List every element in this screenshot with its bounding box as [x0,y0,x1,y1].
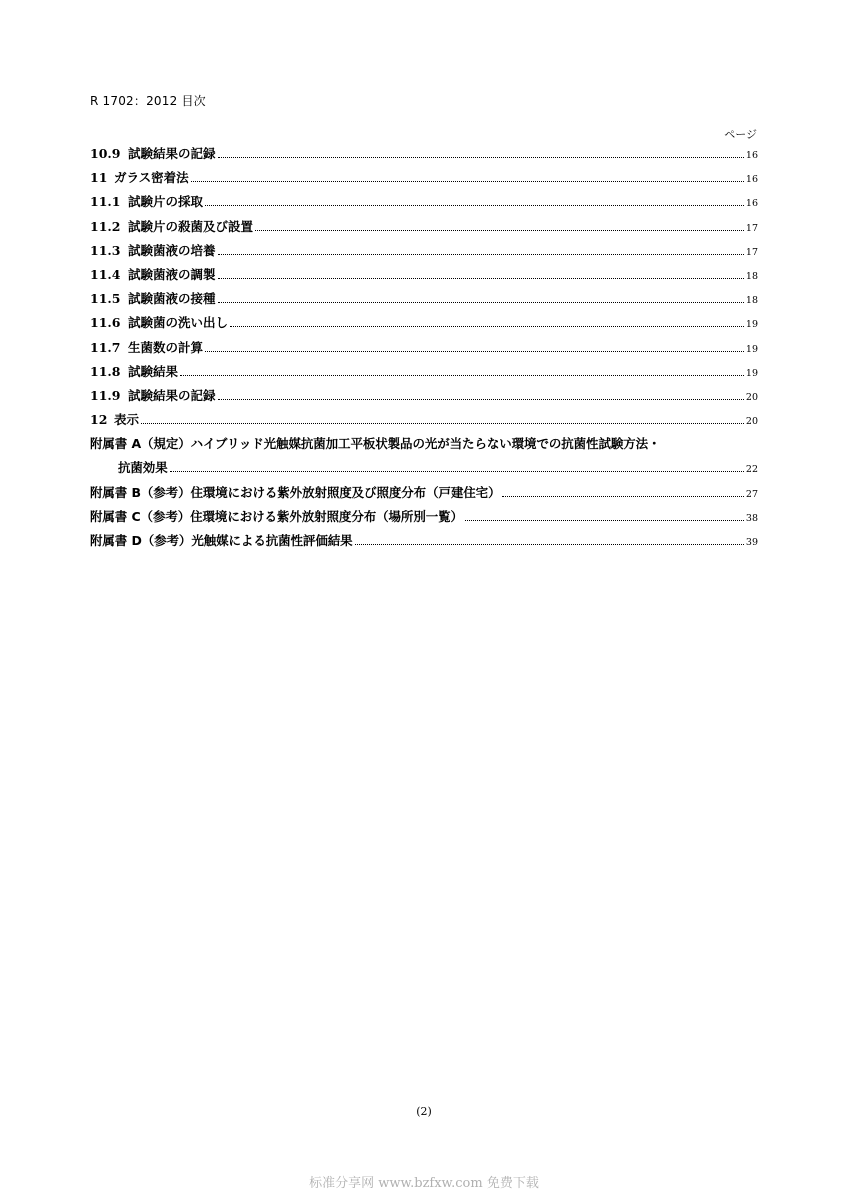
page-column-label: ページ [724,128,757,141]
toc-number: 12 [90,412,108,428]
dot-leader [230,318,744,328]
toc-page: 20 [745,391,758,403]
toc-number: 10.9 [90,146,121,161]
dot-leader [502,487,743,497]
dot-leader [170,463,744,473]
toc-title: 試験片の採取 [128,194,204,210]
toc-title: 表示 [114,412,140,428]
toc-page: 16 [745,198,758,210]
toc-entry-11-3[interactable] [90,241,758,265]
toc-entry-12[interactable] [90,410,758,434]
toc-number: 11.3 [90,242,121,258]
toc-number: 11 [90,170,108,186]
toc-number: 11.2 [90,218,121,234]
toc-number: 11.7 [90,339,121,355]
toc-page: 16 [745,150,758,161]
table-of-contents [90,144,758,555]
toc-entry-11[interactable] [90,168,758,192]
toc-entry-11-5[interactable] [90,289,758,313]
dot-leader [191,172,744,182]
annex-title: 附属書 A（規定）ハイブリッド光触媒抗菌加工平板状製品の光が当たらない環境での抗菌性試験方法・ [90,436,661,452]
toc-title: 試験結果の記録 [128,387,216,403]
toc-title: 試験菌液の接種 [128,291,216,307]
toc-number: 11.5 [90,291,121,307]
toc-entry-11-8[interactable] [90,362,758,386]
toc-page: 17 [745,222,758,234]
toc-number: 11.1 [90,194,121,210]
document-header: R 1702：2012 目次 [90,94,206,108]
toc-annex-a[interactable] [90,434,758,458]
toc-entry-11-6[interactable] [90,313,758,337]
annex-title: 附属書 C（参考）住環境における紫外放射照度分布（場所別一覧） [90,508,463,524]
toc-title: 試験結果の記録 [128,146,216,161]
toc-number: 11.6 [90,315,121,331]
watermark: 标准分享网 www.bzfxw.com 免费下载 [309,1176,539,1191]
dot-leader [180,366,744,376]
toc-number: 11.4 [90,266,121,282]
toc-annex-b[interactable] [90,483,758,507]
toc-title: 試験片の殺菌及び設置 [128,218,254,234]
toc-annex-a-continuation[interactable] [90,458,758,482]
dot-leader [255,221,744,231]
dot-leader [218,390,744,400]
annex-list [90,434,758,555]
toc-title: 試験菌液の培養 [128,242,216,258]
dot-leader [218,293,744,303]
toc-entry-11-4[interactable] [90,265,758,289]
dot-leader [355,535,744,545]
dot-leader [218,269,744,279]
toc-page: 27 [745,488,758,500]
toc-title: 試験結果 [128,363,179,379]
toc-annex-c[interactable] [90,507,758,531]
dot-leader [205,197,744,207]
dot-leader [465,511,744,521]
toc-title: 生菌数の計算 [128,339,204,355]
annex-title: 附属書 B（参考）住環境における紫外放射照度及び照度分布（戸建住宅） [90,484,501,500]
toc-page: 17 [745,246,758,258]
toc-entry-11-2[interactable] [90,217,758,241]
toc-page: 18 [745,270,758,282]
toc-page: 22 [745,464,758,476]
toc-entry-10-9[interactable] [90,144,758,168]
toc-page: 19 [745,367,758,379]
toc-title: 試験菌の洗い出し [128,315,229,331]
toc-page: 20 [745,416,758,428]
page-number: (2) [416,1105,432,1118]
toc-number: 11.8 [90,363,121,379]
toc-page: 39 [745,537,758,548]
annex-title-continuation: 抗菌効果 [118,460,168,476]
toc-entry-11-7[interactable] [90,338,758,362]
toc-annex-d[interactable] [90,531,758,555]
toc-entry-11-9[interactable] [90,386,758,410]
annex-title: 附属書 D（参考）光触媒による抗菌性評価結果 [90,533,353,548]
toc-title: 試験菌液の調製 [128,266,216,282]
dot-leader [205,342,744,352]
dot-leader [218,245,744,255]
toc-page: 38 [745,512,758,524]
toc-number: 11.9 [90,387,121,403]
toc-title: ガラス密着法 [114,170,189,186]
toc-page: 19 [745,343,758,355]
dot-leader [218,148,744,158]
toc-entry-11-1[interactable] [90,192,758,216]
dot-leader [141,414,744,424]
toc-page: 19 [745,319,758,331]
toc-page: 18 [745,295,758,307]
toc-page: 16 [745,174,758,186]
